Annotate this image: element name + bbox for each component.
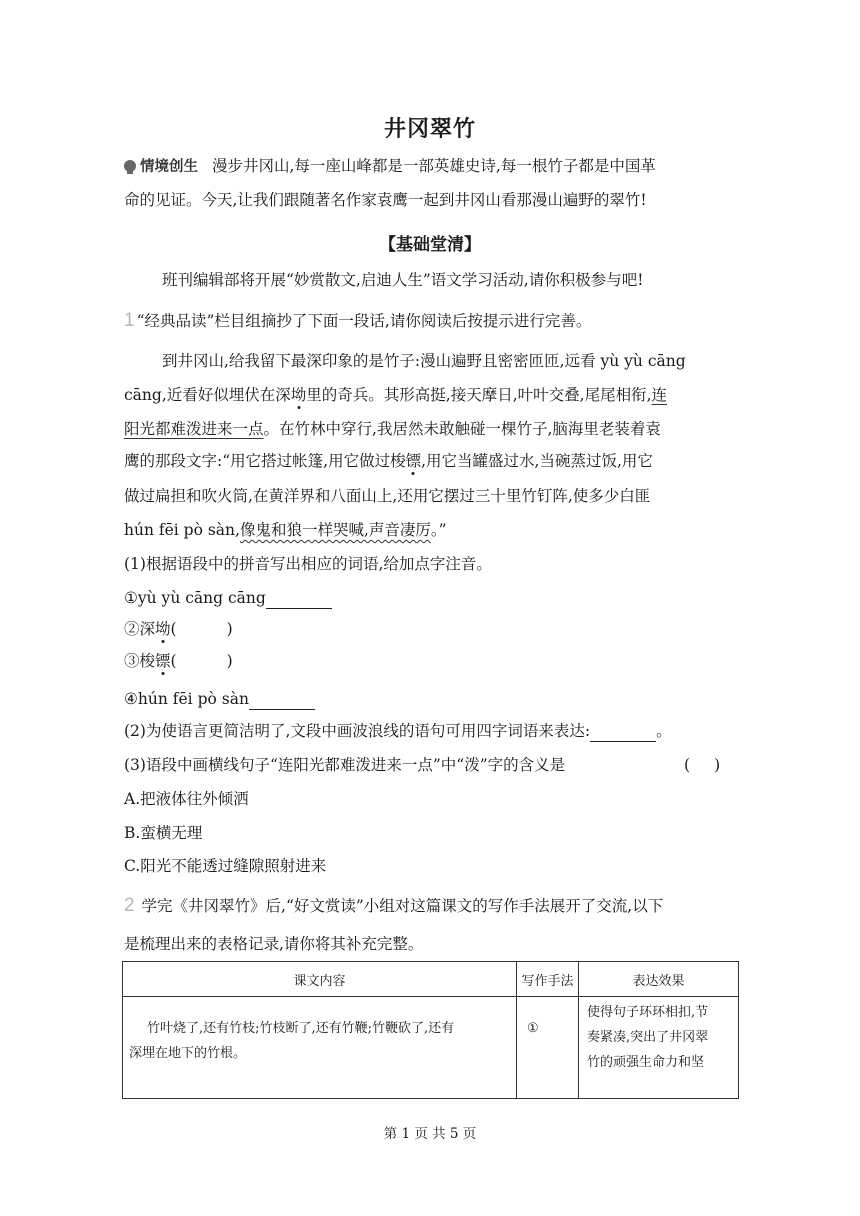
item-text: 。 bbox=[656, 722, 672, 740]
passage-line-3 bbox=[124, 418, 661, 440]
wavy-underlined-sentence: 像鬼和狼一样哭喊,声音凄厉 bbox=[239, 521, 431, 539]
table-header-cell: 课文内容 bbox=[123, 962, 517, 997]
dotted-char: 坳 bbox=[290, 386, 307, 404]
cell-text: 深埋在地下的竹根。 bbox=[129, 1046, 247, 1061]
question-number: 1 bbox=[124, 310, 135, 331]
intro-text-1: 漫步井冈山,每一座山峰都是一部英雄史诗,每一根竹子都是中国革 bbox=[212, 157, 656, 175]
question-2-prompt bbox=[124, 895, 663, 917]
activity-text: 班刊编辑部将开展“妙赏散文,启迪人生”语文学习活动,请你积极参与吧! bbox=[162, 271, 644, 289]
answer-item-3 bbox=[124, 650, 233, 672]
question-2-line-2: 是梳理出来的表格记录,请你将其补充完整。 bbox=[124, 935, 424, 953]
subquestion-3: (3)语段中画横线句子“连阳光都难泼进来一点”中“泼”字的含义是 bbox=[124, 756, 566, 774]
cell-text: 竹叶烧了,还有竹枝;竹枝断了,还有竹鞭;竹鞭砍了,还有 bbox=[147, 1021, 455, 1036]
answer-blank[interactable] bbox=[249, 693, 315, 710]
table-header-cell: 表达效果 bbox=[579, 962, 739, 997]
paren-open: ( bbox=[170, 620, 177, 638]
item-text: ②深 bbox=[124, 620, 156, 638]
passage-text: ,用它当罐盛过水,当碗蒸过饭,用它 bbox=[421, 452, 653, 470]
item-text: (2)为使语言更简洁明了,文段中画波浪线的语句可用四字词语来表达: bbox=[124, 722, 591, 740]
answer-item-4 bbox=[124, 688, 315, 710]
option-a[interactable]: A.把液体往外倾洒 bbox=[124, 790, 249, 808]
paren-close: ) bbox=[714, 756, 721, 774]
passage-text: cāng,近看好似埋伏在深 bbox=[124, 386, 291, 404]
scenario-badge bbox=[124, 159, 198, 175]
writing-technique-table bbox=[122, 961, 739, 1099]
passage-line-1: 到井冈山,给我留下最深印象的是竹子:漫山遍野且密密匝匝,远看 yù yù cāng bbox=[162, 352, 686, 370]
answer-paren[interactable] bbox=[684, 754, 720, 776]
dotted-char: 镖 bbox=[155, 652, 171, 670]
page-footer: 第 1 页 共 5 页 bbox=[383, 1126, 477, 1142]
underlined-sentence: 阳光都难泼进来一点 bbox=[124, 420, 264, 438]
intro-line-2: 命的见证。今天,让我们跟随著名作家袁鹰一起到井冈山看那漫山遍野的翠竹! bbox=[124, 191, 647, 209]
paren-close: ) bbox=[226, 652, 233, 670]
passage-text: 鹰的那段文字:“用它搭过帐篷,用它做过梭 bbox=[124, 452, 406, 470]
passage-text: 里的奇兵。其形高挺,接天摩日,叶叶交叠,尾尾相衔, bbox=[306, 386, 652, 404]
section-title: 【基础堂清】 bbox=[379, 235, 481, 255]
dotted-char: 坳 bbox=[155, 620, 171, 638]
table-header-row bbox=[123, 962, 739, 997]
scenario-badge-label: 情境创生 bbox=[140, 159, 198, 175]
dotted-char: 镖 bbox=[405, 452, 422, 470]
intro-line-1 bbox=[124, 155, 656, 178]
passage-text: hún fēi pò sàn, bbox=[124, 521, 240, 539]
item-text: ④hún fēi pò sàn bbox=[124, 690, 249, 708]
subquestion-1: (1)根据语段中的拼音写出相应的词语,给加点字注音。 bbox=[124, 555, 492, 573]
answer-item-2 bbox=[124, 618, 233, 640]
paren-open: ( bbox=[170, 652, 177, 670]
cell-text: 使得句子环环相扣,节 bbox=[587, 1005, 709, 1020]
passage-line-2 bbox=[124, 384, 667, 406]
page-title: 井冈翠竹 bbox=[383, 117, 476, 142]
paren-close: ) bbox=[226, 620, 233, 638]
method-cell[interactable]: ① bbox=[517, 997, 579, 1099]
effect-cell bbox=[579, 997, 739, 1099]
cell-text: 竹的顽强生命力和坚 bbox=[587, 1055, 705, 1070]
item-text: ①yù yù cāng cāng bbox=[124, 589, 266, 607]
passage-text: 。在竹林中穿行,我居然未敢触碰一棵竹子,脑海里老装着袁 bbox=[263, 420, 661, 438]
option-c[interactable]: C.阳光不能透过缝隙照射进来 bbox=[124, 857, 327, 875]
option-b[interactable]: B.蛮横无理 bbox=[124, 824, 203, 842]
question-2-text: 学完《井冈翠竹》后,“好文赏读”小组对这篇课文的写作手法展开了交流,以下 bbox=[141, 897, 664, 915]
passage-line-5: 做过扁担和吹火筒,在黄洋界和八面山上,还用它摆过三十里竹钉阵,使多少白匪 bbox=[124, 487, 651, 505]
passage-line-4 bbox=[124, 450, 653, 472]
table-row bbox=[123, 997, 739, 1099]
cell-text: 奏紧凑,突出了井冈翠 bbox=[587, 1030, 709, 1045]
underlined-sentence-start: 连 bbox=[651, 386, 668, 404]
paren-open: ( bbox=[684, 756, 691, 774]
answer-blank[interactable] bbox=[266, 592, 332, 609]
answer-item-1 bbox=[124, 587, 332, 609]
table-header-cell: 写作手法 bbox=[517, 962, 579, 997]
item-text: ③梭 bbox=[124, 652, 156, 670]
question-1-text: “经典品读”栏目组摘抄了下面一段话,请你阅读后按提示进行完善。 bbox=[136, 312, 592, 330]
subquestion-2 bbox=[124, 720, 672, 742]
passage-text: 。” bbox=[430, 521, 447, 539]
lightbulb-icon bbox=[124, 160, 136, 172]
question-number: 2 bbox=[124, 895, 135, 916]
passage-line-6 bbox=[124, 519, 447, 541]
answer-blank[interactable] bbox=[590, 725, 656, 742]
question-1-prompt bbox=[124, 310, 591, 332]
content-cell bbox=[123, 997, 517, 1099]
